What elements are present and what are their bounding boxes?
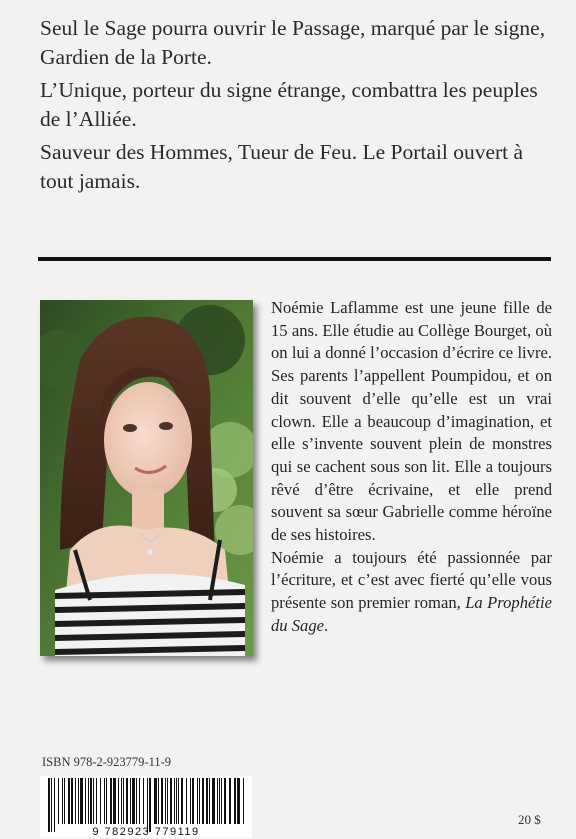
- back-cover-quote: [40, 14, 550, 200]
- barcode-bar: [80, 778, 83, 824]
- barcode-bar: [212, 778, 215, 824]
- quote-line-3: Sauveur des Hommes, Tueur de Feu. Le Portail ouvert à tout jamais.: [40, 140, 524, 193]
- barcode-bar: [199, 778, 200, 824]
- barcode-bar: [165, 778, 166, 824]
- barcode-bar: [190, 778, 191, 824]
- quote-line-2: L’Unique, porteur du signe étrange, combattra les peuples de l’Alliée.: [40, 78, 538, 131]
- bio-paragraph-1: Noémie Laflamme est une jeune fille de 15 ans. Elle étudie au Collège Bourget, où on lui a donné l’occasion d’écrire ce livre. Ses parents l’appellent Poumpidou, et on dit souvent d’elle qu’elle est un vrai clown. Elle a beaucoup d’imagination, et elle s’invente souvent plein de monstres qui se cachent sous son lit. Elle a toujours rêvé d’être écrivaine, et elle prend souvent sa sœur Gabrielle comme héroïne de ses histoires.: [271, 298, 552, 545]
- barcode-bar: [85, 778, 86, 824]
- barcode-bar: [243, 778, 244, 824]
- isbn-label: ISBN 978-2-923779-11-9: [42, 755, 172, 769]
- barcode-bar: [197, 778, 198, 824]
- barcode-bar: [121, 778, 122, 824]
- barcode-bar: [110, 778, 112, 824]
- barcode-bar: [126, 778, 128, 824]
- barcode-bar: [149, 778, 151, 832]
- barcode-bar: [118, 778, 119, 824]
- bio-paragraph-2-text: Noémie a toujours été passionnée par l’écriture, et c’est avec fierté qu’elle vous présente son premier roman,: [271, 547, 552, 613]
- barcode-bar: [93, 778, 94, 824]
- bio-paragraph-2: [271, 547, 552, 638]
- barcode-bar: [158, 778, 159, 824]
- barcode-bar: [139, 778, 140, 824]
- barcode-bar: [186, 778, 187, 824]
- barcode-bar: [224, 778, 226, 824]
- barcode-bar: [90, 778, 92, 824]
- barcode-bar: [161, 778, 163, 824]
- barcode-bar: [68, 778, 70, 824]
- barcode-bar: [154, 778, 157, 824]
- barcode-bar: [221, 778, 222, 824]
- barcode-bar: [104, 778, 105, 824]
- barcode-bar: [237, 778, 240, 824]
- barcode-bar: [64, 778, 65, 824]
- barcode-bar: [147, 778, 148, 832]
- barcode-bar: [88, 778, 89, 824]
- barcode-bar: [54, 778, 55, 832]
- barcode-bar: [217, 778, 218, 824]
- author-photo: [40, 300, 253, 656]
- quote-line-1: Seul le Sage pourra ouvrir le Passage, marqué par le signe, Gardien de la Porte.: [40, 16, 546, 69]
- barcode-bar: [176, 778, 177, 824]
- barcode-bar: [51, 778, 52, 832]
- barcode-bar: [75, 778, 76, 824]
- barcode-bar: [130, 778, 131, 824]
- barcode-bar: [71, 778, 73, 824]
- barcode-digits: 9 782923 779119: [92, 826, 200, 838]
- barcode-bar: [96, 778, 97, 824]
- barcode-bar: [206, 778, 208, 824]
- barcode-bar: [123, 778, 124, 824]
- divider-rule: [38, 257, 551, 261]
- barcode-bar: [58, 778, 59, 824]
- barcode-bar: [113, 778, 116, 824]
- barcode-bar: [178, 778, 179, 824]
- barcode-bar: [132, 778, 135, 824]
- book-title: La Prophétie du Sage: [271, 593, 552, 635]
- barcode: [40, 776, 252, 838]
- barcode-bar: [192, 778, 194, 824]
- author-biography: [271, 297, 552, 638]
- barcode-bar: [209, 778, 210, 824]
- barcode-bar: [62, 778, 63, 824]
- barcode-bar: [106, 778, 107, 824]
- barcode-bar: [143, 778, 144, 824]
- barcode-bar: [181, 778, 183, 824]
- barcode-bar: [136, 778, 137, 824]
- barcode-bar: [100, 778, 101, 824]
- barcode-bar: [229, 778, 231, 824]
- barcode-bar: [167, 778, 168, 824]
- barcode-bar: [234, 778, 236, 824]
- barcode-bar: [78, 778, 79, 824]
- barcode-bar: [202, 778, 204, 824]
- barcode-bar: [219, 778, 220, 824]
- price-label: 20 $: [518, 812, 541, 827]
- bio-paragraph-2-end: .: [324, 615, 329, 635]
- barcode-bar: [48, 778, 50, 832]
- barcode-bar: [174, 778, 175, 824]
- barcode-bar: [170, 778, 172, 824]
